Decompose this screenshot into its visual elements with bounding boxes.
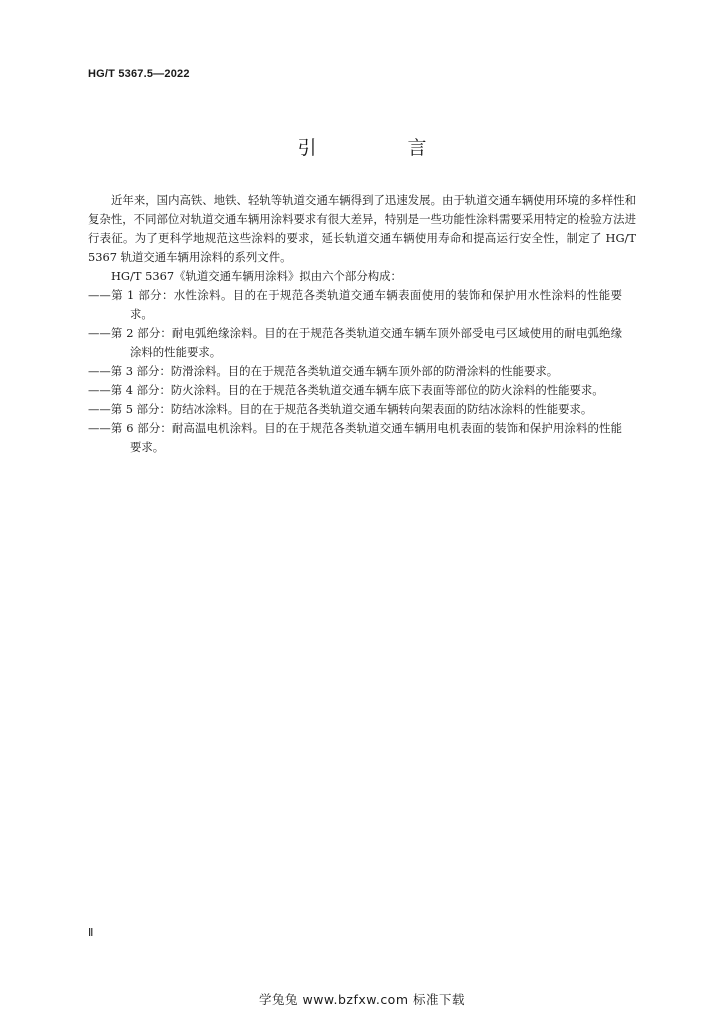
- list-item: ——第 1 部分：水性涂料。目的在于规范各类轨道交通车辆表面使用的装饰和保护用水性涂料的性能要求。: [88, 288, 622, 321]
- list-item: ——第 4 部分：防火涂料。目的在于规范各类轨道交通车辆车底下表面等部位的防火涂料的性能要求。: [88, 383, 604, 397]
- document-body: [88, 191, 636, 457]
- composition-lead: HG/T 5367《轨道交通车辆用涂料》拟由六个部分构成：: [111, 269, 402, 283]
- standard-code: HG/T 5367.5—2022: [88, 68, 190, 80]
- list-item: ——第 3 部分：防滑涂料。目的在于规范各类轨道交通车辆车顶外部的防滑涂料的性能要求。: [88, 364, 559, 378]
- list-item: ——第 5 部分：防结冰涂料。目的在于规范各类轨道交通车辆转向架表面的防结冰涂料的性能要求。: [88, 402, 593, 416]
- page-number: Ⅱ: [88, 927, 94, 939]
- footer-watermark: 学兔兔 www.bzfxw.com 标准下载: [259, 992, 465, 1007]
- list-item: ——第 2 部分：耐电弧绝缘涂料。目的在于规范各类轨道交通车辆车顶外部受电弓区域使用的耐电弧绝缘涂料的性能要求。: [88, 326, 622, 359]
- intro-paragraph: 近年来，国内高铁、地铁、轻轨等轨道交通车辆得到了迅速发展。由于轨道交通车辆使用环境的多样性和复杂性，不同部位对轨道交通车辆用涂料要求有很大差异，特别是一些功能性涂料需要采用特定的检验方法进行表征。为了更科学地规范这些涂料的要求，延长轨道交通车辆使用寿命和提高运行安全性，制定了 HG/T 5367 轨道交通车辆用涂料的系列文件。: [88, 193, 636, 264]
- parts-list: [88, 286, 636, 457]
- page-title: 引 言: [297, 137, 463, 159]
- list-item: ——第 6 部分：耐高温电机涂料。目的在于规范各类轨道交通车辆用电机表面的装饰和保护用涂料的性能要求。: [88, 421, 622, 454]
